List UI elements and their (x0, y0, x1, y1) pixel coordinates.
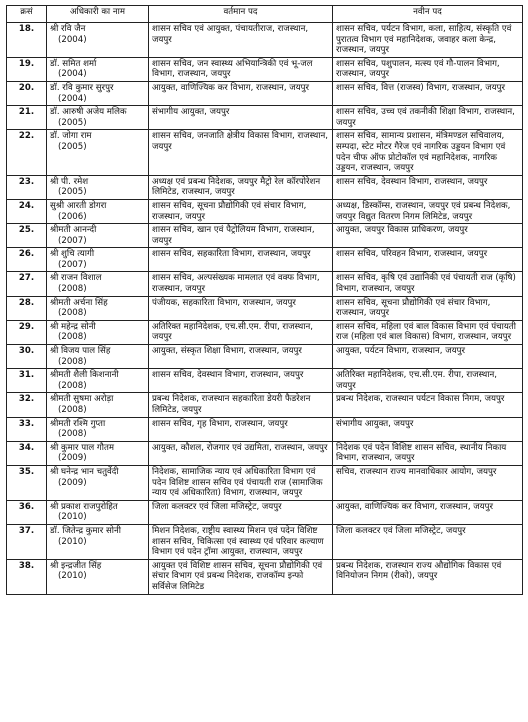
current-post: शासन सचिव, सूचना प्रौद्योगिकी एवं संचार विभाग, राजस्थान, जयपुर (149, 199, 333, 223)
current-post: आयुक्त, वाणिज्यिक कर विभाग, राजस्थान, जयपुर (149, 81, 333, 105)
new-post: शासन सचिव, उच्च एवं तकनीकी शिक्षा विभाग, राजस्थान, जयपुर (333, 106, 523, 130)
batch-year: (2008) (58, 429, 87, 440)
officer-cell (47, 500, 149, 524)
new-post: प्रबन्ध निदेशक, राजस्थान पर्यटन विकास निगम, जयपुर (333, 393, 523, 417)
table-row (7, 248, 523, 272)
current-post: निदेशक, सामाजिक न्याय एवं अधिकारिता विभाग एवं पदेन विशिष्ट शासन सचिव एवं पंचायती राज (सामाजिक न्याय एवं अधिकारिता) विभाग, राजस्थान, जयपुर (149, 465, 333, 500)
serial-number: 34. (7, 441, 47, 465)
table-row (7, 296, 523, 320)
header-row (7, 6, 523, 23)
batch-year: (2010) (58, 571, 87, 582)
batch-year: (2005) (58, 187, 87, 198)
new-post: निदेशक एवं पदेन विशिष्ट शासन सचिव, स्थानीय निकाय विभाग, राजस्थान, जयपुर (333, 441, 523, 465)
officer-cell (47, 441, 149, 465)
officer-cell (47, 81, 149, 105)
current-post: शासन सचिव, अल्पसंख्यक मामलात एवं वक्फ विभाग, राजस्थान, जयपुर (149, 272, 333, 296)
batch-year: (2006) (58, 211, 87, 222)
serial-number: 37. (7, 524, 47, 559)
serial-number: 18. (7, 23, 47, 58)
new-post: प्रबन्ध निदेशक, राजस्थान राज्य औद्योगिक विकास एवं विनियोजन निगम (रीको), जयपुर (333, 559, 523, 594)
officer-name: श्रीमती आनन्दी (50, 225, 97, 236)
officer-cell (47, 524, 149, 559)
officer-name: डॉ. जोगा राम (50, 131, 92, 142)
serial-number: 26. (7, 248, 47, 272)
table-row (7, 81, 523, 105)
batch-year: (2008) (58, 308, 87, 319)
table-row (7, 465, 523, 500)
officer-cell (47, 320, 149, 344)
table-row (7, 345, 523, 369)
serial-number: 32. (7, 393, 47, 417)
transfer-table (6, 5, 523, 595)
new-post: शासन सचिव, देवस्थान विभाग, राजस्थान, जयपुर (333, 175, 523, 199)
batch-year: (2008) (58, 332, 87, 343)
officer-name: श्री कुमार पाल गौतम (50, 442, 115, 453)
table-row (7, 57, 523, 81)
current-post: पंजीयक, सहकारिता विभाग, राजस्थान, जयपुर (149, 296, 333, 320)
officer-name: श्री विजय पाल सिंह (50, 346, 111, 357)
officer-name: श्री घनेन्द्र भान चतुर्वेदी (50, 466, 119, 477)
current-post: शासन सचिव, देवस्थान विभाग, राजस्थान, जयपुर (149, 369, 333, 393)
officer-name: श्री रवि जैन (50, 24, 86, 34)
serial-number: 20. (7, 81, 47, 105)
batch-year: (2007) (58, 259, 87, 270)
officer-name: श्री शुचि त्यागी (50, 249, 95, 260)
serial-number: 29. (7, 320, 47, 344)
table-row (7, 130, 523, 175)
officer-cell (47, 345, 149, 369)
serial-number: 28. (7, 296, 47, 320)
table-body (7, 23, 523, 595)
officer-cell (47, 199, 149, 223)
new-post: शासन सचिव, महिला एवं बाल विकास विभाग एवं पंचायती राज (महिला एवं बाल विकास) विभाग, राजस्थान, जयपुर (333, 320, 523, 344)
officer-name: सुश्री आरती डोगरा (50, 200, 107, 211)
new-post: शासन सचिव, सूचना प्रौद्योगिकी एवं संचार विभाग, राजस्थान, जयपुर (333, 296, 523, 320)
current-post: शासन सचिव, खान एवं पैट्रोलियम विभाग, राजस्थान, जयपुर (149, 224, 333, 248)
current-post: प्रबन्ध निदेशक, राजस्थान सहकारिता डेयरी फैडरेशन लिमिटेड, जयपुर (149, 393, 333, 417)
header-current-post: वर्तमान पद (149, 6, 333, 23)
batch-year: (2008) (58, 405, 87, 415)
table-row (7, 559, 523, 594)
officer-cell (47, 559, 149, 594)
new-post: शासन सचिव, वित्त (राजस्व) विभाग, राजस्थान, जयपुर (333, 81, 523, 105)
officer-cell (47, 417, 149, 441)
new-post: जिला कलक्टर एवं जिला मजिस्ट्रेट, जयपुर (333, 524, 523, 559)
serial-number: 25. (7, 224, 47, 248)
serial-number: 36. (7, 500, 47, 524)
batch-year: (2004) (58, 69, 87, 80)
table-row (7, 524, 523, 559)
officer-name: श्री महेन्द्र सोनी (50, 321, 96, 332)
table-row (7, 369, 523, 393)
officer-name: श्री पी. रमेश (50, 176, 89, 187)
table-row (7, 500, 523, 524)
new-post: अतिरिक्त महानिदेशक, एच.सी.एम. रीपा, राजस्थान, जयपुर (333, 369, 523, 393)
current-post: शासन सचिव, सहकारिता विभाग, राजस्थान, जयपुर (149, 248, 333, 272)
serial-number: 35. (7, 465, 47, 500)
officer-name: श्रीमती अर्चना सिंह (50, 297, 108, 308)
officer-cell (47, 106, 149, 130)
officer-name: श्री राजन विशाल (50, 273, 102, 284)
serial-number: 21. (7, 106, 47, 130)
serial-number: 23. (7, 175, 47, 199)
batch-year: (2008) (58, 356, 87, 367)
officer-cell (47, 369, 149, 393)
new-post: सचिव, राजस्थान राज्य मानवाधिकार आयोग, जयपुर (333, 465, 523, 500)
current-post: आयुक्त, कौशल, रोजगार एवं उद्यमिता, राजस्थान, जयपुर (149, 441, 333, 465)
officer-cell (47, 272, 149, 296)
batch-year: (2008) (58, 380, 87, 391)
new-post: आयुक्त, जयपुर विकास प्राधिकरण, जयपुर (333, 224, 523, 248)
batch-year: (2008) (58, 284, 87, 295)
batch-year: (2007) (58, 235, 87, 246)
current-post: मिशन निदेशक, राष्ट्रीय स्वास्थ्य मिशन एवं पदेन विशिष्ट शासन सचिव, चिकित्सा एवं स्वास्थ्य एवं परिवार कल्याण विभाग एवं पदेन ट्रॉमा आयुक्त, राजस्थान, जयपुर (149, 524, 333, 559)
officer-cell (47, 175, 149, 199)
officer-cell (47, 465, 149, 500)
batch-year: (2009) (58, 477, 87, 488)
serial-number: 31. (7, 369, 47, 393)
officer-name: श्रीमती शैली किशनानी (50, 370, 119, 381)
new-post: आयुक्त, वाणिज्यिक कर विभाग, राजस्थान, जयपुर (333, 500, 523, 524)
table-row (7, 393, 523, 417)
table-row (7, 417, 523, 441)
current-post: शासन सचिव, जन स्वास्थ्य अभियान्त्रिकी एवं भू-जल विभाग, राजस्थान, जयपुर (149, 57, 333, 81)
serial-number: 38. (7, 559, 47, 594)
batch-year: (2005) (58, 117, 87, 128)
serial-number: 24. (7, 199, 47, 223)
officer-name: डॉ. समित शर्मा (50, 58, 97, 69)
new-post: शासन सचिव, पशुपालन, मत्स्य एवं गौ-पालन विभाग, राजस्थान, जयपुर (333, 57, 523, 81)
current-post: शासन सचिव, गृह विभाग, राजस्थान, जयपुर (149, 417, 333, 441)
officer-cell (47, 224, 149, 248)
new-post: शासन सचिव, पर्यटन विभाग, कला, साहित्य, संस्कृति एवं पुरातत्व विभाग एवं महानिदेशक, जवाहर कला केन्द्र, राजस्थान, जयपुर (333, 23, 523, 58)
table-row (7, 175, 523, 199)
current-post: शासन सचिव एवं आयुक्त, पंचायतीराज, राजस्थान, जयपुर (149, 23, 333, 58)
officer-cell (47, 393, 149, 417)
batch-year: (2004) (58, 34, 87, 45)
batch-year: (2010) (58, 512, 87, 523)
current-post: जिला कलक्टर एवं जिला मजिस्ट्रेट, जयपुर (149, 500, 333, 524)
officer-name: श्री प्रकाश राजपुरोहित (50, 501, 118, 512)
current-post: आयुक्त, संस्कृत शिक्षा विभाग, राजस्थान, जयपुर (149, 345, 333, 369)
serial-number: 22. (7, 130, 47, 175)
batch-year: (2005) (58, 141, 87, 152)
new-post: शासन सचिव, परिवहन विभाग, राजस्थान, जयपुर (333, 248, 523, 272)
officer-cell (47, 296, 149, 320)
officer-name: डॉ. आरुषी अजेय मलिक (50, 107, 127, 118)
header-serial: क्रसं (7, 6, 47, 23)
header-new-post: नवीन पद (333, 6, 523, 23)
officer-cell (47, 23, 149, 58)
serial-number: 30. (7, 345, 47, 369)
serial-number: 33. (7, 417, 47, 441)
new-post: आयुक्त, पर्यटन विभाग, राजस्थान, जयपुर (333, 345, 523, 369)
current-post: संभागीय आयुक्त, जयपुर (149, 106, 333, 130)
current-post: शासन सचिव, जनजाति क्षेत्रीय विकास विभाग, राजस्थान, जयपुर (149, 130, 333, 175)
officer-cell (47, 130, 149, 175)
officer-name: श्रीमती रश्मि गुप्ता (50, 418, 106, 429)
current-post: आयुक्त एवं विशिष्ट शासन सचिव, सूचना प्रौद्योगिकी एवं संचार विभाग एवं प्रबन्ध निदेशक, राजकॉम्प इन्फो सर्विसेज लिमिटेड (149, 559, 333, 594)
serial-number: 19. (7, 57, 47, 81)
header-officer-name: अधिकारी का नाम (47, 6, 149, 23)
new-post: शासन सचिव, सामान्य प्रशासन, मंत्रिमण्डल सचिवालय, सम्पदा, स्टेट मोटर गैरेज एवं नागरिक उड्डयन विभाग एवं पदेन चीफ ऑफ प्रोटोकॉल एवं महानिदेशक, नागरिक उड्डयन, राजस्थान, जयपुर (333, 130, 523, 175)
table-row (7, 224, 523, 248)
table-row (7, 441, 523, 465)
officer-cell (47, 57, 149, 81)
table-row (7, 320, 523, 344)
table-row (7, 106, 523, 130)
officer-name: डॉ. जितेन्द्र कुमार सोनी (50, 525, 121, 536)
current-post: अतिरिक्त महानिदेशक, एच.सी.एम. रीपा, राजस्थान, जयपुर (149, 320, 333, 344)
table-row (7, 199, 523, 223)
current-post: अध्यक्ष एवं प्रबन्ध निदेशक, जयपुर मैट्रो रेल कॉरपोरेशन लिमिटेड, राजस्थान, जयपुर (149, 175, 333, 199)
batch-year: (2009) (58, 453, 87, 464)
officer-cell (47, 248, 149, 272)
new-post: संभागीय आयुक्त, जयपुर (333, 417, 523, 441)
batch-year: (2010) (58, 536, 87, 547)
batch-year: (2004) (58, 93, 87, 104)
officer-name: डॉ. रवि कुमार सुरपुर (50, 82, 114, 93)
officer-name: श्रीमती सुषमा अरोड़ा (50, 394, 114, 405)
new-post: शासन सचिव, कृषि एवं उद्यानिकी एवं पंचायती राज (कृषि) विभाग, राजस्थान, जयपुर (333, 272, 523, 296)
new-post: अध्यक्ष, डिस्कॉम्स, राजस्थान, जयपुर एवं प्रबन्ध निदेशक, जयपुर विद्युत वितरण निगम लिमिटेड, जयपुर (333, 199, 523, 223)
table-row (7, 272, 523, 296)
officer-name: श्री इन्द्रजीत सिंह (50, 560, 102, 571)
serial-number: 27. (7, 272, 47, 296)
table-row (7, 23, 523, 58)
